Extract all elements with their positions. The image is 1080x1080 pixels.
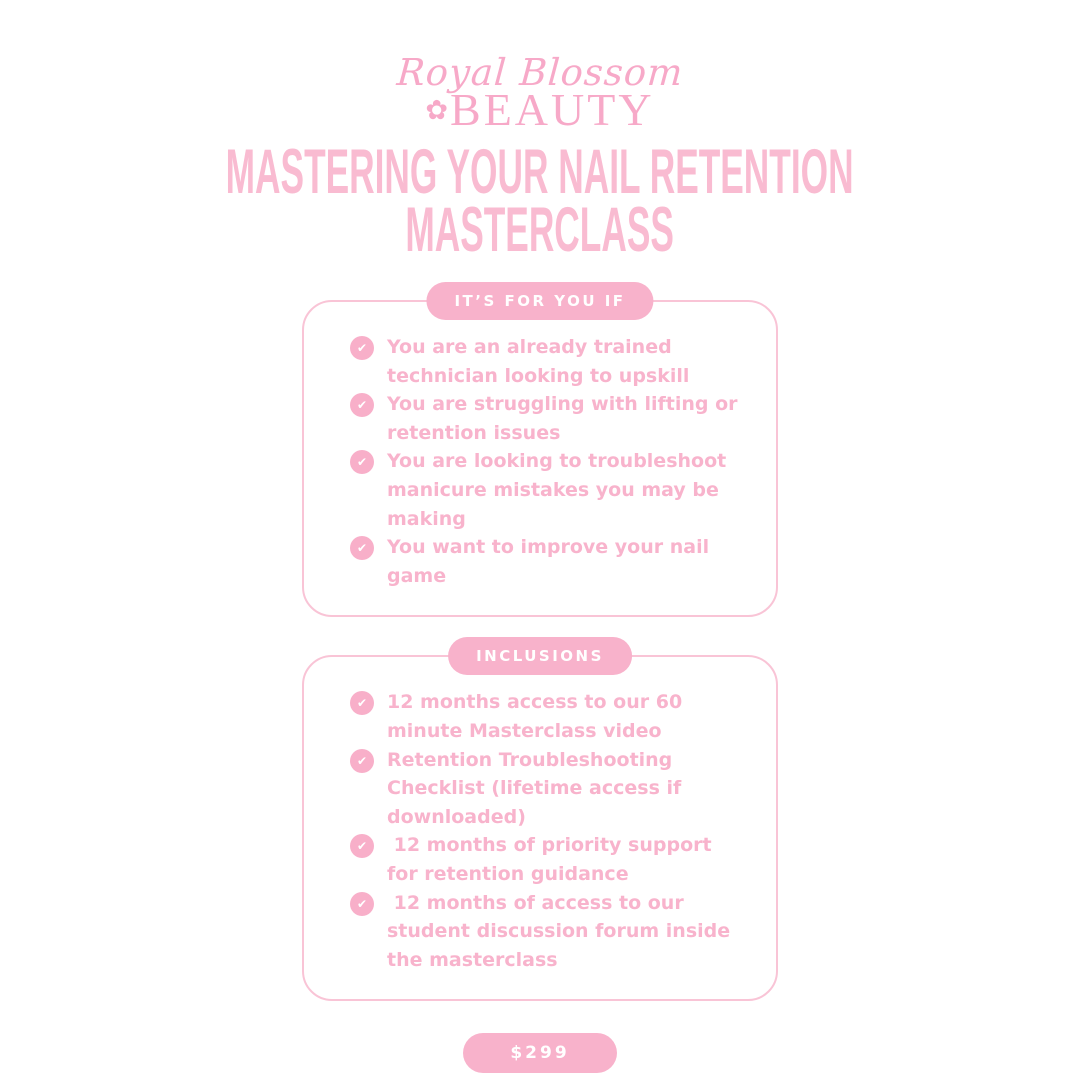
its-for-you-if-panel [302, 300, 778, 617]
section-badge-its-for-you-if: IT’S FOR YOU IF [426, 282, 653, 320]
check-icon: ✔ [350, 336, 374, 360]
list-item-text: You are struggling with lifting or retention issues [387, 393, 745, 444]
list-item-text: You are looking to troubleshoot manicure mistakes you may be making [387, 450, 733, 530]
list-item [350, 390, 746, 447]
list-item-text: Retention Troubleshooting Checklist (lifetime access if downloaded) [387, 748, 688, 828]
list-item [350, 746, 746, 832]
list-item-text: 12 months of priority support for retention guidance [387, 834, 719, 885]
brand-script-name: Royal Blossom [395, 51, 685, 94]
price-button[interactable]: $299 [463, 1033, 616, 1073]
list-item-text: 12 months of access to our student discussion forum inside the masterclass [387, 891, 737, 971]
list-item-text: You want to improve your nail game [387, 536, 716, 587]
check-icon: ✔ [350, 450, 374, 474]
list-item [350, 447, 746, 533]
section-inclusions [302, 647, 778, 1001]
section-badge-inclusions: INCLUSIONS [448, 637, 632, 675]
inclusions-panel [302, 655, 778, 1001]
list-item [350, 533, 746, 590]
check-icon: ✔ [350, 749, 374, 773]
list-item-text: You are an already trained technician looking to upskill [387, 336, 690, 387]
page-title [0, 137, 1080, 265]
check-icon: ✔ [350, 834, 374, 858]
check-icon: ✔ [350, 536, 374, 560]
list-item [350, 889, 746, 975]
list-item [350, 688, 746, 745]
check-icon: ✔ [350, 691, 374, 715]
blossom-flower-icon: ✿ [425, 94, 449, 126]
page-title-line-1: MASTERING YOUR NAIL RETENTION [226, 137, 854, 207]
page-title-line-2: MASTERCLASS [405, 195, 675, 265]
list-item-text: 12 months access to our 60 minute Masterclass video [387, 691, 689, 742]
check-icon: ✔ [350, 393, 374, 417]
brand-word: BEAUTY [450, 84, 655, 135]
list-item [350, 333, 746, 390]
section-its-for-you-if [302, 292, 778, 617]
brand-logo [395, 51, 685, 135]
check-icon: ✔ [350, 892, 374, 916]
list-item [350, 831, 746, 888]
